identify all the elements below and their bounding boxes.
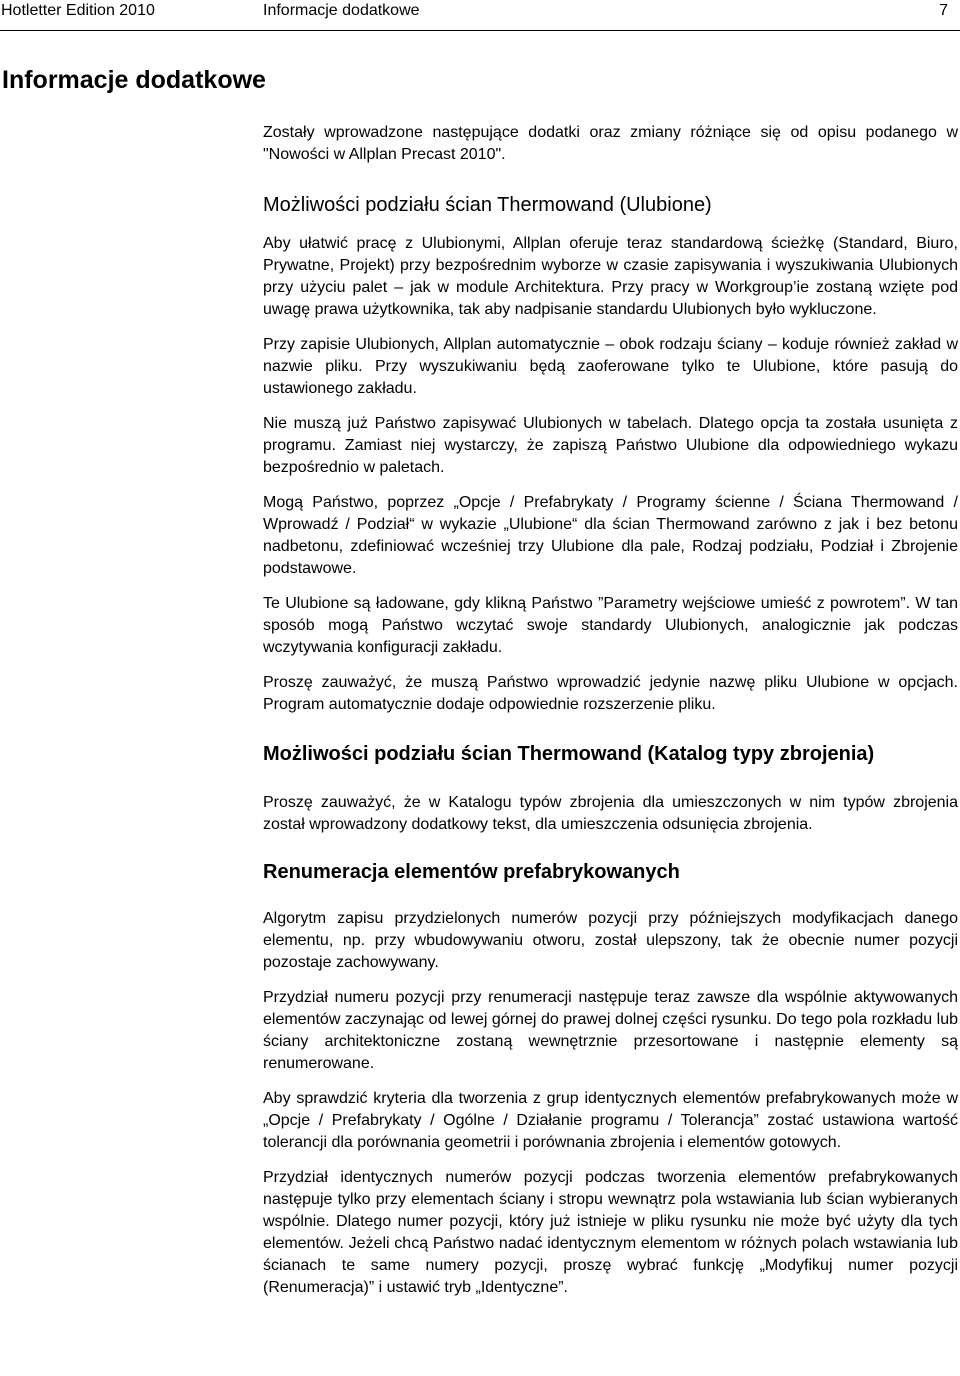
page-header <box>0 0 960 31</box>
section3-paragraph: Przydział numeru pozycji przy renumeracji następuje teraz zawsze dla wspólnie aktywowanych elementów zaczynając od lewej górnej do prawej dolnej części rysunku. Do tego pola rozkładu lub ściany architektoniczne zostaną wewnętrznie przesortowane i następnie elementy są renumerowane. <box>263 989 958 1072</box>
page-title: Informacje dodatkowe <box>2 66 266 94</box>
section1-paragraph: Te Ulubione są ładowane, gdy klikną Państwo ”Parametry wejściowe umieść z powrotem”. W tan sposób mogą Państwo wczytać swoje standardy Ulubionych, analogicznie jak podczas wczytywania konfiguracji zakładu. <box>263 595 958 656</box>
section1-paragraph: Mogą Państwo, poprzez „Opcje / Prefabrykaty / Programy ścienne / Ściana Thermowand / Wprowadź / Podział“ w wykazie „Ulubione“ dla ścian Thermowand zarówno z jak i bez betonu nadbetonu, zdefiniować wcześniej trzy Ulubione dla pale, Rodzaj podziału, Podział i Zbrojenie podstawowe. <box>263 494 958 577</box>
section-heading-precast-renumbering: Renumeracja elementów prefabrykowanych <box>263 861 680 883</box>
section2-paragraph: Proszę zauważyć, że w Katalogu typów zbrojenia dla umieszczonych w nim typów zbrojenia został wprowadzony dodatkowy tekst, dla umieszczenia odsunięcia zbrojenia. <box>263 794 958 833</box>
header-document-title: Hotletter Edition 2010 <box>1 2 155 19</box>
section3-paragraph: Przydział identycznych numerów pozycji podczas tworzenia elementów prefabrykowanych następuje tylko przy elementach ściany i stropu wewnątrz pola wstawiania lub ścian wybieranych wspólnie. Dlatego numer pozycji, który już istnieje w pliku rysunku nie może być użyty dla tych elementów. Jeżeli chcą Państwo nadać identycznym elementom w różnych polach wstawiania lub ścianach te same numery pozycji, proszę wybrać funkcję „Modyfikuj numer pozycji (Renumeracja)” i ustawić tryb „Identyczne”. <box>263 1169 958 1296</box>
section-heading-thermowand-favorites: Możliwości podziału ścian Thermowand (Ulubione) <box>263 194 712 216</box>
section1-paragraph: Nie muszą już Państwo zapisywać Ulubionych w tabelach. Dlatego opcja ta została usunięta z programu. Zamiast niej wystarczy, że zapiszą Państwo Ulubione dla odpowiedniego wykazu bezpośrednio w paletach. <box>263 415 958 476</box>
section1-paragraph: Aby ułatwić pracę z Ulubionymi, Allplan oferuje teraz standardową ścieżkę (Standard, Biuro, Prywatne, Projekt) przy bezpośrednim wyborze w czasie zapisywania i wyszukiwania Ulubionych przy użyciu palet – jak w module Architektura. Przy pracy w Workgroup’ie zostaną wzięte pod uwagę prawa użytkownika, tak aby nadpisanie standardu Ulubionych było wykluczone. <box>263 235 958 318</box>
header-chapter-title: Informacje dodatkowe <box>263 2 420 19</box>
header-page-number: 7 <box>939 2 948 19</box>
document-body <box>263 122 958 1312</box>
section3-paragraph: Algorytm zapisu przydzielonych numerów pozycji przy późniejszych modyfikacjach danego elementu, np. przy wbudowywaniu otworu, został ulepszony, tak że obecnie numer pozycji pozostaje zachowywany. <box>263 910 958 971</box>
section-heading-reinforcement-catalog: Możliwości podziału ścian Thermowand (Katalog typy zbrojenia) <box>263 743 875 765</box>
section1-paragraph: Przy zapisie Ulubionych, Allplan automatycznie – obok rodzaju ściany – koduje również zakład w nazwie pliku. Przy wyszukiwaniu będą zaoferowane tylko te Ulubione, które pasują do ustawionego zakładu. <box>263 336 958 397</box>
section3-paragraph: Aby sprawdzić kryteria dla tworzenia z grup identycznych elementów prefabrykowanych może w „Opcje / Prefabrykaty / Ogólne / Działanie programu / Tolerancja” zostać ustawiona wartość tolerancji dla porównania geometrii i porównania zbrojenia i elementów gotowych. <box>263 1090 958 1151</box>
section1-paragraph: Proszę zauważyć, że muszą Państwo wprowadzić jedynie nazwę pliku Ulubione w opcjach. Program automatycznie dodaje odpowiednie rozszerzenie pliku. <box>263 674 958 713</box>
intro-paragraph: Zostały wprowadzone następujące dodatki oraz zmiany różniące się od opisu podanego w "Nowości w Allplan Precast 2010". <box>263 124 958 163</box>
